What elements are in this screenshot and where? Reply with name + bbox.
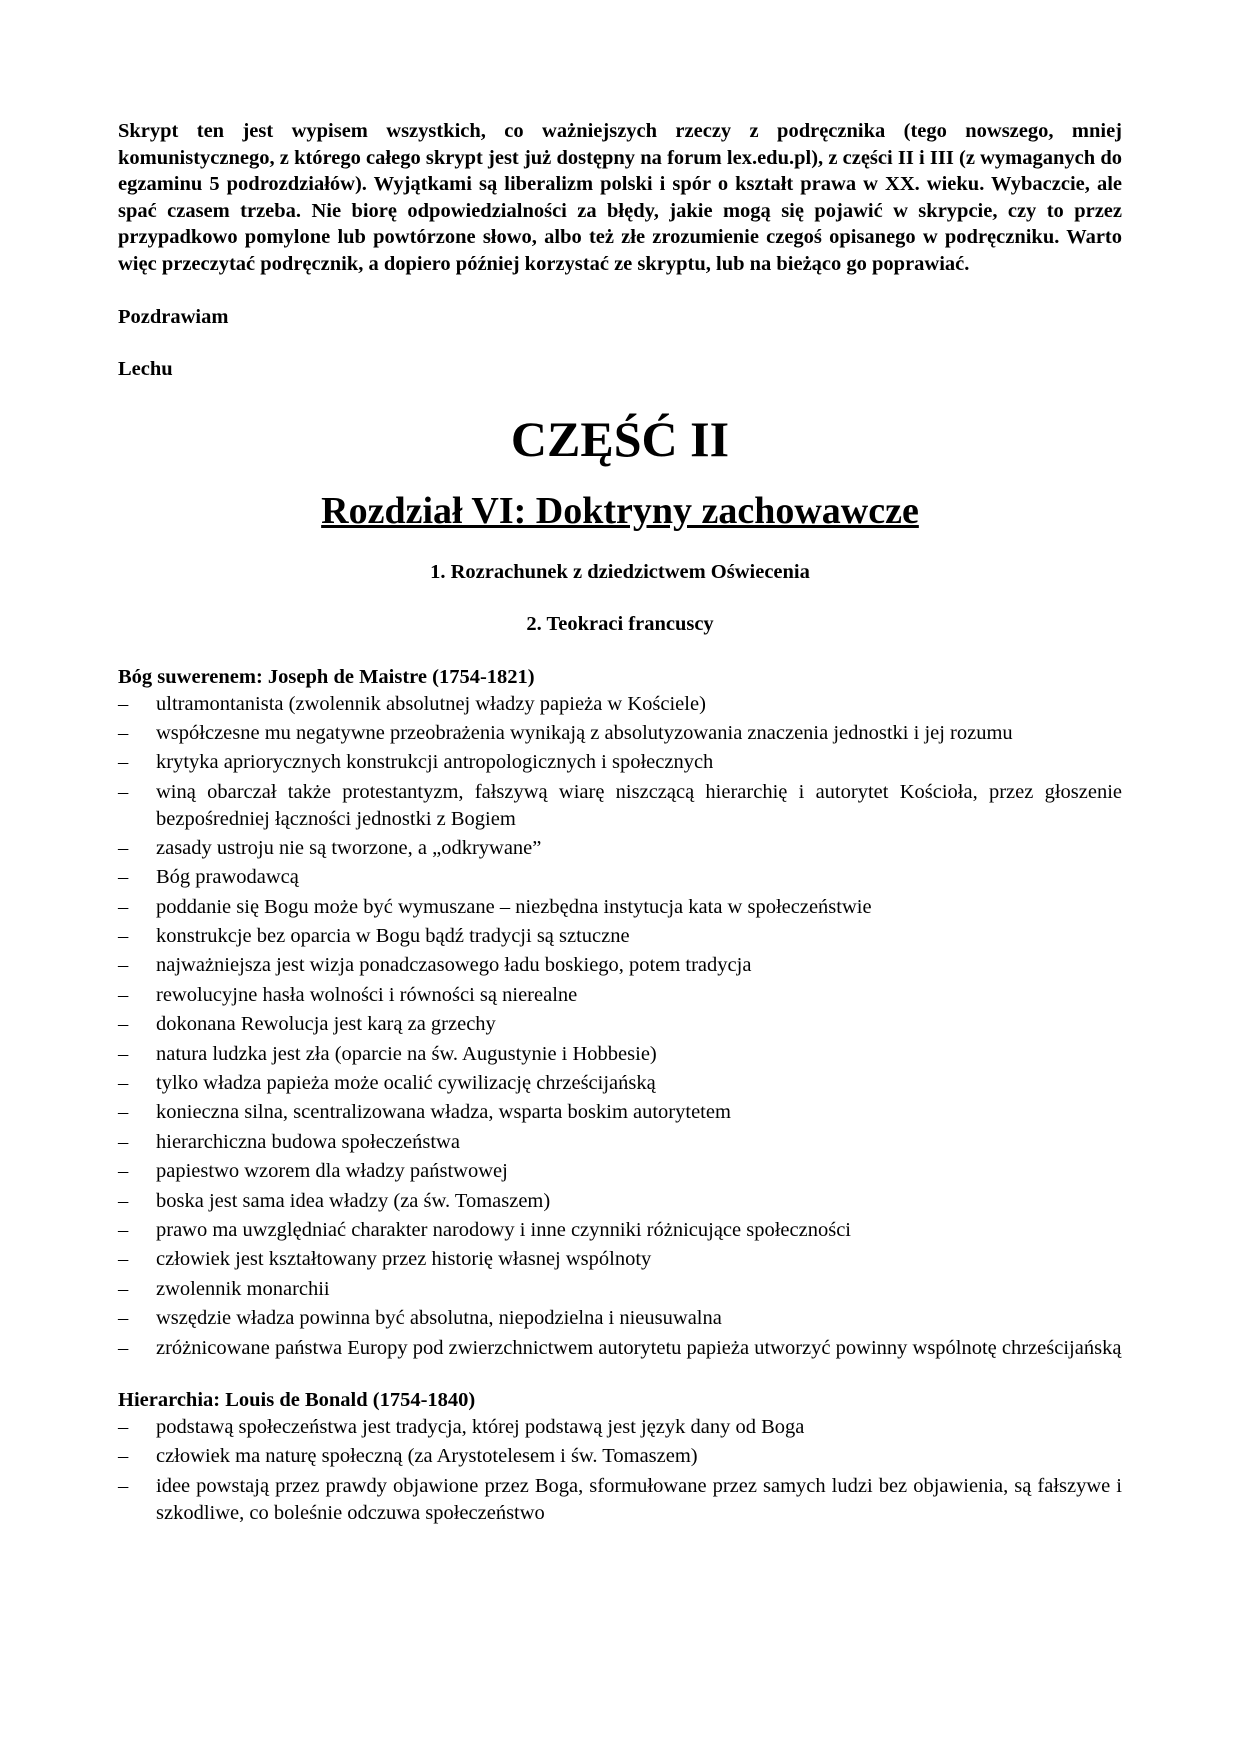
list-item <box>118 835 1122 862</box>
list-item <box>118 952 1122 979</box>
list-item <box>118 1443 1122 1470</box>
list-item-text: rewolucyjne hasła wolności i równości są nierealne <box>156 983 578 1006</box>
list-item-text: natura ludzka jest zła (oparcie na św. Augustynie i Hobbesie) <box>156 1042 657 1065</box>
list-item <box>118 720 1122 747</box>
section-de-maistre <box>118 664 1122 1361</box>
list-item <box>118 1041 1122 1068</box>
list-item <box>118 1158 1122 1185</box>
greeting: Pozdrawiam <box>118 305 229 328</box>
dash-bullet-icon: – <box>118 751 129 774</box>
list-item-text: człowiek jest kształtowany przez historię własnej wspólnoty <box>156 1248 652 1271</box>
dash-bullet-icon: – <box>118 925 129 948</box>
list-item-text: krytyka apriorycznych konstrukcji antropologicznych i społecznych <box>156 751 714 774</box>
dash-bullet-icon: – <box>118 1415 129 1438</box>
list-item <box>118 1011 1122 1038</box>
list-item <box>118 1335 1122 1362</box>
list-item-text: podstawą społeczeństwa jest tradycja, której podstawą jest język dany od Boga <box>156 1415 805 1438</box>
dash-bullet-icon: – <box>118 1277 129 1300</box>
dash-bullet-icon: – <box>118 1248 129 1271</box>
list-item-text: tylko władza papieża może ocalić cywilizację chrześcijańską <box>156 1072 656 1095</box>
list-item-text: konstrukcje bez oparcia w Bogu bądź tradycji są sztuczne <box>156 925 630 948</box>
list-item-text: idee powstają przez prawdy objawione przez Boga, sformułowane przez samych ludzi bez objawienia, są fałszywe i szkodliwe, co boleśnie odczuwa społeczeństwo <box>156 1474 1122 1524</box>
list-item-text: poddanie się Bogu może być wymuszane – niezbędna instytucja kata w społeczeństwie <box>156 895 872 918</box>
list-item <box>118 1099 1122 1126</box>
dash-bullet-icon: – <box>118 954 129 977</box>
dash-bullet-icon: – <box>118 1013 129 1036</box>
list-item-text: najważniejsza jest wizja ponadczasowego ładu boskiego, potem tradycja <box>156 954 752 977</box>
dash-bullet-icon: – <box>118 983 129 1006</box>
list-item-text: papiestwo wzorem dla władzy państwowej <box>156 1160 508 1183</box>
part-title: CZĘŚĆ II <box>510 410 730 467</box>
list-item-text: zwolennik monarchii <box>156 1277 330 1300</box>
list-item <box>118 1305 1122 1332</box>
list-item-text: ultramontanista (zwolennik absolutnej władzy papieża w Kościele) <box>156 692 706 715</box>
list-item-text: dokonana Rewolucja jest karą za grzechy <box>156 1013 496 1036</box>
list-item <box>118 779 1122 833</box>
list-item <box>118 982 1122 1009</box>
list-item <box>118 1217 1122 1244</box>
list-item-text: prawo ma uwzględniać charakter narodowy i inne czynniki różnicujące społeczności <box>156 1218 851 1241</box>
dash-bullet-icon: – <box>118 692 129 715</box>
list-item <box>118 1129 1122 1156</box>
subsection-heading-1: 1. Rozrachunek z dziedzictwem Oświecenia <box>430 560 810 583</box>
dash-bullet-icon: – <box>118 1218 129 1241</box>
dash-bullet-icon: – <box>118 1042 129 1065</box>
dash-bullet-icon: – <box>118 1101 129 1124</box>
dash-bullet-icon: – <box>118 780 129 803</box>
list-item <box>118 1246 1122 1273</box>
list-item <box>118 923 1122 950</box>
list-item-text: zróżnicowane państwa Europy pod zwierzchnictwem autorytetu papieża utworzyć powinny wspólnotę chrześcijańską <box>156 1336 1122 1359</box>
list-item <box>118 1188 1122 1215</box>
signature: Lechu <box>118 358 173 381</box>
dash-bullet-icon: – <box>118 866 129 889</box>
list-item <box>118 1276 1122 1303</box>
list-item <box>118 1070 1122 1097</box>
dash-bullet-icon: – <box>118 1445 129 1468</box>
dash-bullet-icon: – <box>118 895 129 918</box>
list-item-text: człowiek ma naturę społeczną (za Arystotelesem i św. Tomaszem) <box>156 1445 698 1468</box>
list-item <box>118 894 1122 921</box>
list-item-text: boska jest sama idea władzy (za św. Tomaszem) <box>156 1189 551 1212</box>
dash-bullet-icon: – <box>118 836 129 859</box>
chapter-title: Rozdział VI: Doktryny zachowawcze <box>321 489 919 532</box>
bullet-list <box>118 1414 1122 1526</box>
list-item <box>118 864 1122 891</box>
list-item-text: winą obarczał także protestantyzm, fałszywą wiarę niszczącą hierarchię i autorytet Kościoła, przez głoszenie bezpośredniej łączności jednostki z Bogiem <box>156 780 1122 830</box>
dash-bullet-icon: – <box>118 721 129 744</box>
dash-bullet-icon: – <box>118 1130 129 1153</box>
list-item-text: Bóg prawodawcą <box>156 866 299 889</box>
dash-bullet-icon: – <box>118 1474 129 1497</box>
intro-paragraph: Skrypt ten jest wypisem wszystkich, co ważniejszych rzeczy z podręcznika (tego nowszego, mniej komunistycznego, z którego całego skrypt jest już dostępny na forum lex.edu.pl), z części II i III (z wymaganych do egzaminu 5 podrozdziałów). Wyjątkami są liberalizm polski i spór o kształt prawa w XX. wieku. Wybaczcie, ale spać czasem trzeba. Nie biorę odpowiedzialności za błędy, jakie mogą się pojawić w skrypcie, czy to przez przypadkowo pomylone lub powtórzone słowo, albo też złe zrozumienie czegoś opisanego w podręczniku. Warto więc przeczytać podręcznik, a dopiero później korzystać ze skryptu, lub na bieżąco go poprawiać. <box>118 120 1122 275</box>
section-heading: Bóg suwerenem: Joseph de Maistre (1754-1821) <box>118 665 535 688</box>
list-item-text: zasady ustroju nie są tworzone, a „odkrywane” <box>156 836 542 859</box>
list-item <box>118 1414 1122 1441</box>
section-heading: Hierarchia: Louis de Bonald (1754-1840) <box>118 1389 476 1412</box>
dash-bullet-icon: – <box>118 1189 129 1212</box>
list-item <box>118 749 1122 776</box>
dash-bullet-icon: – <box>118 1307 129 1330</box>
list-item-text: współczesne mu negatywne przeobrażenia wynikają z absolutyzowania znaczenia jednostki i jej rozumu <box>156 721 1013 744</box>
dash-bullet-icon: – <box>118 1072 129 1095</box>
dash-bullet-icon: – <box>118 1336 129 1359</box>
bullet-list <box>118 691 1122 1362</box>
section-de-bonald <box>118 1387 1122 1526</box>
list-item-text: wszędzie władza powinna być absolutna, niepodzielna i nieusuwalna <box>156 1307 722 1330</box>
list-item <box>118 691 1122 718</box>
dash-bullet-icon: – <box>118 1160 129 1183</box>
list-item-text: konieczna silna, scentralizowana władza, wsparta boskim autorytetem <box>156 1101 731 1124</box>
subsection-heading-2: 2. Teokraci francuscy <box>526 613 714 636</box>
list-item <box>118 1473 1122 1527</box>
list-item-text: hierarchiczna budowa społeczeństwa <box>156 1130 460 1153</box>
